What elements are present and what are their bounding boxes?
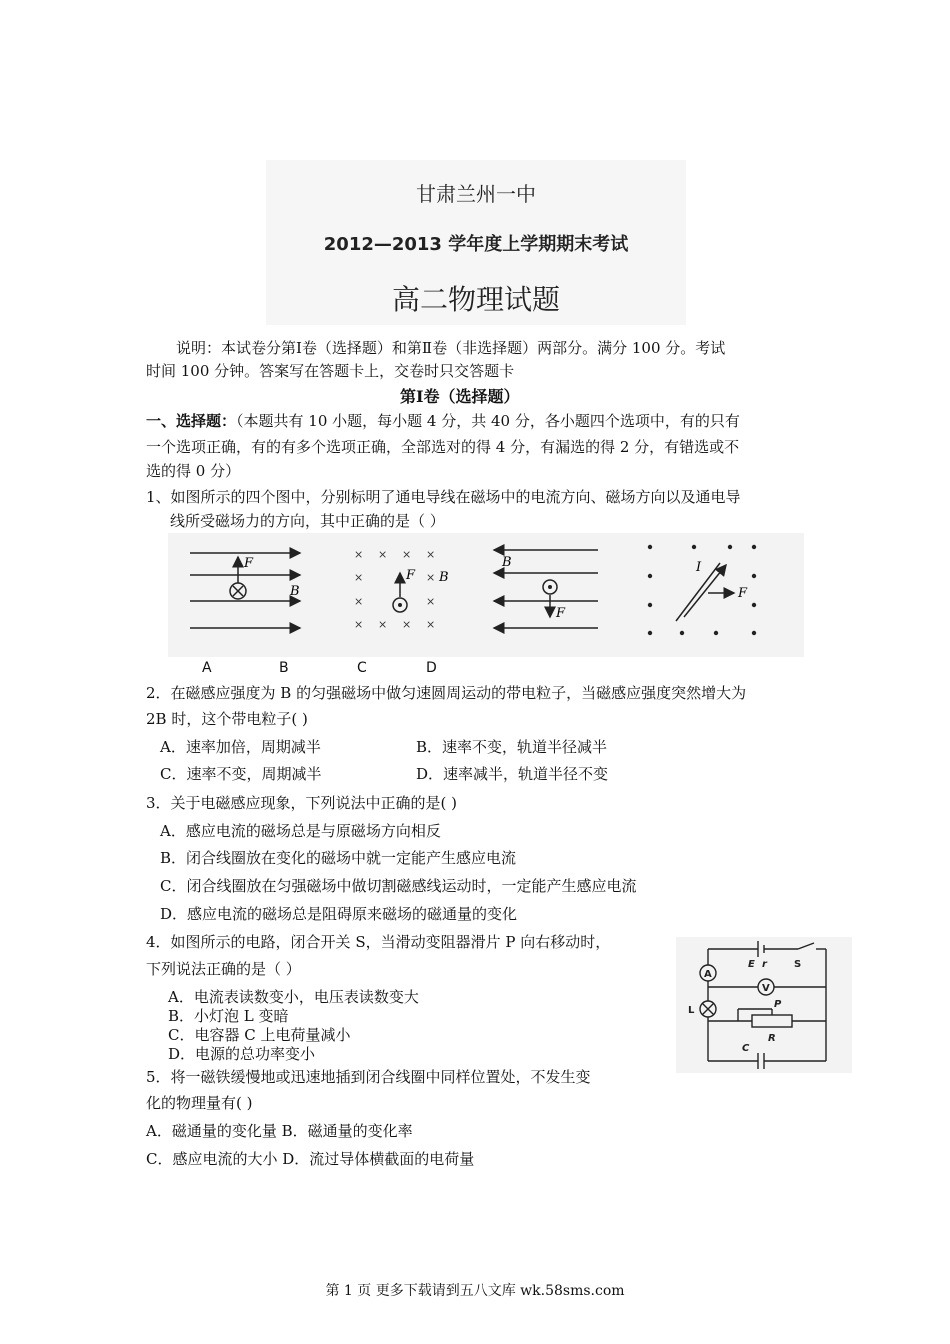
q2-option-d: D．速率减半，轨道半径不变 <box>416 765 609 783</box>
part1-title: 第Ⅰ卷（选择题） <box>400 387 520 406</box>
svg-text:×: × <box>402 548 412 561</box>
section1-desc1: （本题共有 10 小题，每小题 4 分，共 40 分，各小题四个选项中，有的只有 <box>236 412 740 430</box>
page-footer: 第 1 页 更多下载请到五八文库 wk.58sms.com <box>325 1283 625 1299</box>
q2-option-b: B．速率不变，轨道半径减半 <box>416 738 608 756</box>
q2-option-a: A．速率加倍，周期减半 <box>160 738 321 756</box>
section1-desc-line1 <box>146 410 740 432</box>
fig-label-a: A <box>202 660 212 676</box>
q4-option-c: C．电容器 C 上电荷量减小 <box>168 1026 351 1044</box>
q4-circuit-figure <box>676 937 852 1073</box>
q5-line2: 化的物理量有( ) <box>146 1094 253 1112</box>
svg-text:×: × <box>402 618 412 631</box>
panel-c-force-symbol: F <box>556 606 566 621</box>
q4-line1: 4．如图所示的电路，闭合开关 S，当滑动变阻器滑片 P 向右移动时， <box>146 933 611 951</box>
q4-option-a: A．电流表读数变小，电压表读数变大 <box>168 988 419 1006</box>
fig-label-d: D <box>426 660 437 676</box>
q3-option-a: A．感应电流的磁场总是与原磁场方向相反 <box>160 822 441 840</box>
q2-line1: 2．在磁感应强度为 B 的匀强磁场中做匀速圆周运动的带电粒子，当磁感应强度突然增大为 <box>146 684 747 702</box>
exam-term: 2012—2013 学年度上学期期末考试 <box>323 234 629 255</box>
q1-line2: 线所受磁场力的方向，其中正确的是（ ） <box>170 512 445 530</box>
svg-text:×: × <box>426 595 436 608</box>
section1-label: 一、选择题： <box>146 412 237 430</box>
panel-a-force-symbol: F <box>244 556 254 571</box>
q3-option-d: D．感应电流的磁场总是阻碍原来磁场的磁通量的变化 <box>160 905 518 923</box>
intro-line1: 说明：本试卷分第Ⅰ卷（选择题）和第Ⅱ卷（非选择题）两部分。满分 100 分。考试 <box>176 339 726 357</box>
panel-a-field-symbol: B <box>290 584 300 599</box>
fig-label-c: C <box>357 660 367 676</box>
school-name: 甘肃兰州一中 <box>416 182 536 206</box>
q5-line1: 5．将一磁铁缓慢地或迅速地插到闭合线圈中同样位置处，不发生变 <box>146 1068 591 1086</box>
svg-text:×: × <box>354 618 364 631</box>
svg-text:×: × <box>378 548 388 561</box>
ammeter-label: A <box>704 969 712 980</box>
svg-text:×: × <box>354 595 364 608</box>
q4-option-b: B．小灯泡 L 变暗 <box>168 1007 289 1025</box>
capacitor-label: C <box>742 1043 750 1054</box>
svg-text:×: × <box>354 571 364 584</box>
q4-line2: 下列说法正确的是（ ） <box>146 960 301 978</box>
q3-option-c: C．闭合线圈放在匀强磁场中做切割磁感线运动时，一定能产生感应电流 <box>160 877 637 895</box>
q2-line2: 2B 时，这个带电粒子( ) <box>146 710 308 728</box>
section1-desc3: 选的得 0 分） <box>146 462 241 480</box>
circuit-s-label: S <box>794 959 802 970</box>
lamp-label: L <box>688 1005 695 1016</box>
intro-line2: 时间 100 分钟。答案写在答题卡上，交卷时只交答题卡 <box>146 362 515 380</box>
q5-options-cd: C．感应电流的大小 D．流过导体横截面的电荷量 <box>146 1150 475 1168</box>
q2-option-c: C．速率不变，周期减半 <box>160 765 322 783</box>
panel-b-field-symbol: B <box>439 570 449 585</box>
slider-p-label: P <box>774 999 782 1010</box>
q5-options-ab: A．磁通量的变化量 B．磁通量的变化率 <box>146 1122 413 1140</box>
panel-b-force-symbol: F <box>406 568 416 583</box>
panel-d-current-symbol: I <box>696 560 702 575</box>
q1-figure <box>168 533 804 657</box>
title-banner <box>266 160 686 325</box>
rheostat-label: R <box>768 1033 776 1044</box>
svg-text:×: × <box>426 548 436 561</box>
circuit-e-label: E <box>748 959 755 970</box>
exam-subject: 高二物理试题 <box>391 283 560 316</box>
svg-text:×: × <box>378 618 388 631</box>
q3-option-b: B．闭合线圈放在变化的磁场中就一定能产生感应电流 <box>160 849 517 867</box>
svg-text:×: × <box>426 571 436 584</box>
q4-option-d: D．电源的总功率变小 <box>168 1045 316 1063</box>
q1-line1: 1、如图所示的四个图中，分别标明了通电导线在磁场中的电流方向、磁场方向以及通电导 <box>146 488 741 506</box>
fig-label-b: B <box>279 660 289 676</box>
section1-desc2: 一个选项正确，有的有多个选项正确，全部选对的得 4 分，有漏选的得 2 分，有错选或不 <box>146 438 740 456</box>
circuit-r-label: r <box>762 959 767 970</box>
svg-text:×: × <box>426 618 436 631</box>
circuit-svg <box>676 937 852 1073</box>
q3-stem: 3．关于电磁感应现象，下列说法中正确的是( ) <box>146 794 458 812</box>
panel-b-diagram <box>354 548 435 631</box>
q1-figure-svg <box>168 533 804 657</box>
panel-d-force-symbol: F <box>738 586 748 601</box>
svg-text:×: × <box>354 548 364 561</box>
panel-c-field-symbol: B <box>502 555 512 570</box>
voltmeter-label: V <box>762 983 770 994</box>
